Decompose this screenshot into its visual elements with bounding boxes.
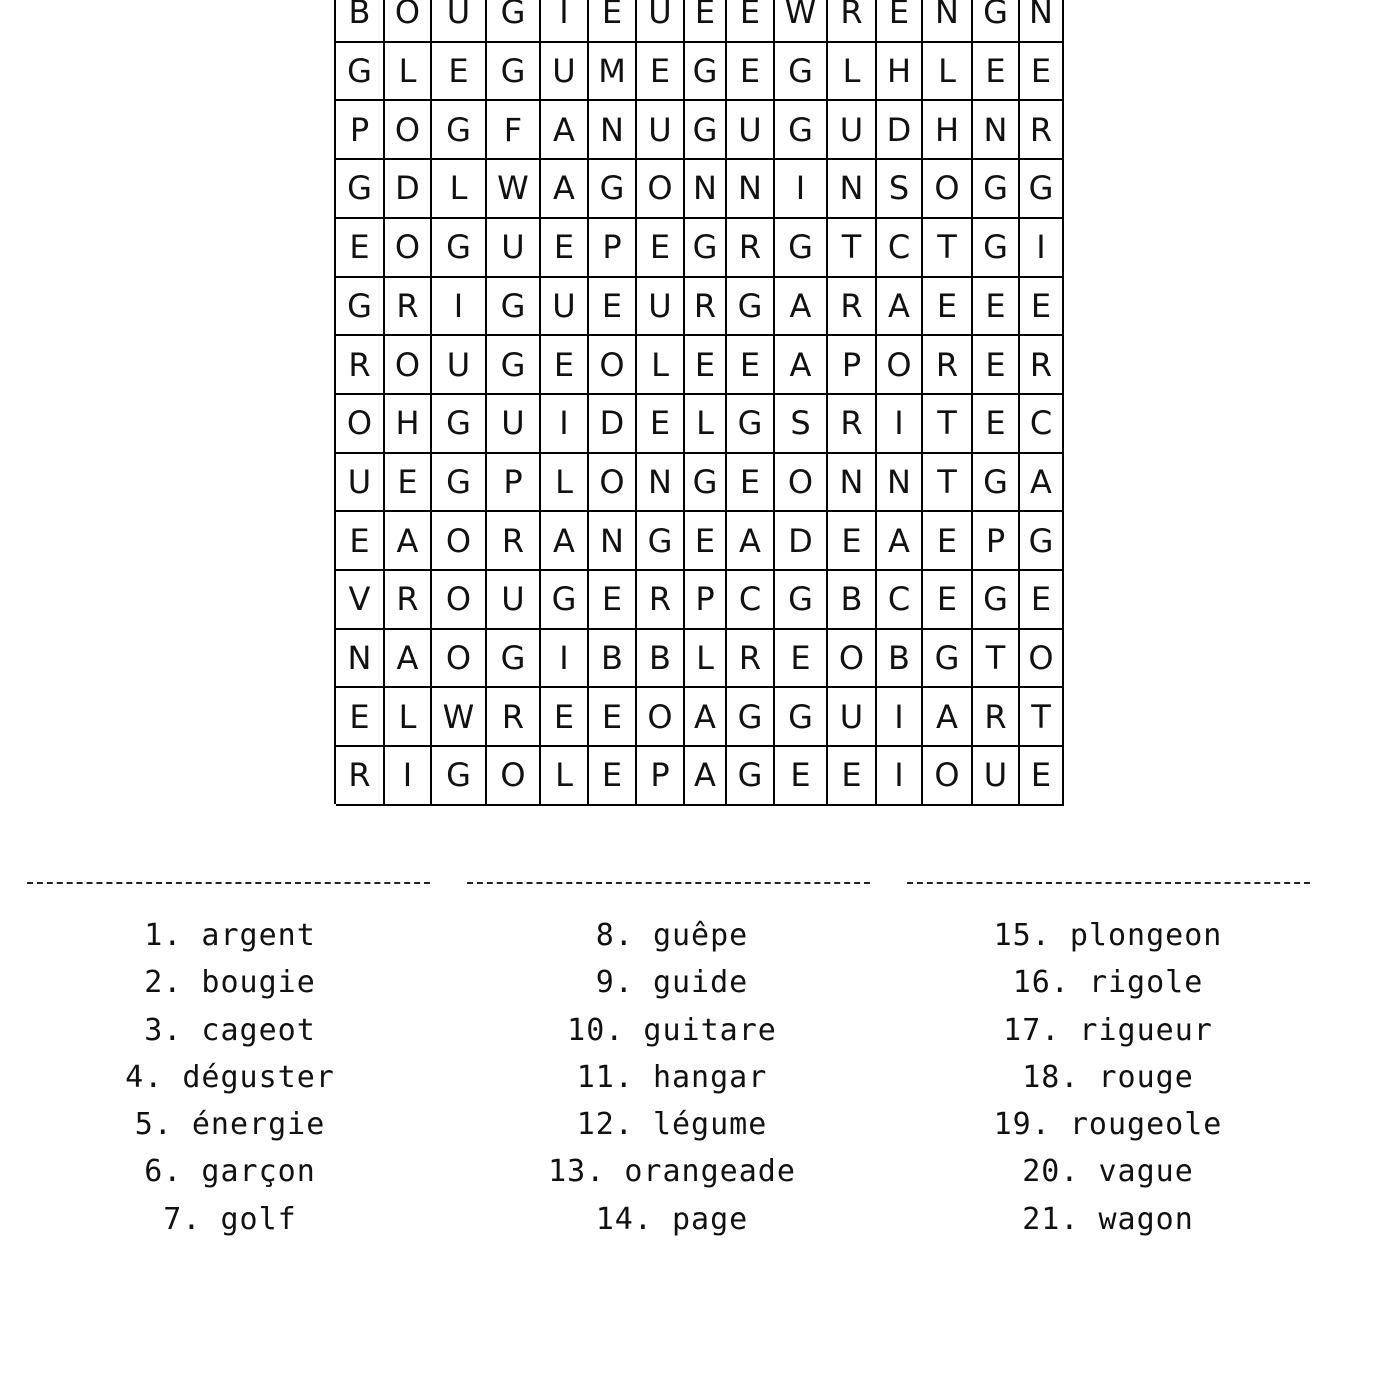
word-list-item	[452, 1101, 892, 1148]
grid-cell[interactable]: G	[727, 395, 775, 454]
grid-cell[interactable]: T	[1020, 688, 1064, 747]
word-number: 5.	[134, 1107, 173, 1143]
word-list-item	[10, 1007, 450, 1054]
grid-cell[interactable]: R	[685, 278, 727, 337]
grid-cell[interactable]: O	[877, 336, 923, 395]
grid-cell[interactable]: G	[973, 571, 1020, 630]
grid-cell[interactable]: E	[541, 688, 589, 747]
grid-cell[interactable]: F	[487, 101, 541, 160]
word-list-column-3	[888, 912, 1328, 1243]
grid-cell[interactable]: E	[336, 219, 385, 278]
grid-cell[interactable]: B	[637, 630, 685, 689]
word-number: 17.	[1003, 1012, 1061, 1048]
grid-cell[interactable]: O	[775, 454, 828, 513]
grid-cell[interactable]: E	[923, 512, 973, 571]
grid-cell[interactable]: L	[828, 43, 877, 102]
grid-cell[interactable]: G	[973, 219, 1020, 278]
grid-cell[interactable]: G	[487, 0, 541, 43]
grid-cell[interactable]: O	[432, 571, 487, 630]
grid-cell[interactable]: E	[727, 43, 775, 102]
word-number: 6.	[144, 1154, 183, 1190]
grid-cell[interactable]: E	[589, 688, 637, 747]
grid-cell[interactable]: R	[973, 688, 1020, 747]
grid-cell[interactable]: G	[541, 571, 589, 630]
grid-cell[interactable]: G	[775, 688, 828, 747]
grid-cell[interactable]: G	[727, 278, 775, 337]
grid-cell[interactable]: E	[685, 512, 727, 571]
grid-cell[interactable]: A	[541, 512, 589, 571]
grid-cell[interactable]: R	[923, 336, 973, 395]
grid-cell[interactable]: I	[432, 278, 487, 337]
grid-cell[interactable]: L	[685, 395, 727, 454]
grid-cell[interactable]: G	[487, 43, 541, 102]
grid-cell[interactable]: G	[727, 747, 775, 806]
grid-cell[interactable]: A	[1020, 454, 1064, 513]
grid-cell[interactable]: G	[336, 43, 385, 102]
word-list-item	[452, 1054, 892, 1101]
grid-cell[interactable]: R	[385, 571, 432, 630]
grid-cell[interactable]: I	[541, 0, 589, 43]
grid-cell[interactable]: O	[589, 454, 637, 513]
grid-cell[interactable]: N	[685, 160, 727, 219]
word-text: page	[672, 1201, 749, 1237]
word-number: 12.	[576, 1107, 634, 1143]
grid-cell[interactable]: R	[1020, 101, 1064, 160]
dashed-divider	[27, 882, 430, 884]
grid-cell[interactable]: R	[336, 336, 385, 395]
grid-cell[interactable]: N	[727, 160, 775, 219]
grid-cell[interactable]: L	[923, 43, 973, 102]
grid-cell[interactable]: A	[727, 512, 775, 571]
grid-cell[interactable]: T	[828, 219, 877, 278]
grid-cell[interactable]: L	[385, 43, 432, 102]
grid-cell[interactable]: E	[637, 395, 685, 454]
grid-cell[interactable]: G	[432, 101, 487, 160]
word-text: golf	[220, 1201, 297, 1237]
grid-cell[interactable]: E	[685, 336, 727, 395]
grid-cell[interactable]: R	[727, 630, 775, 689]
grid-cell[interactable]: G	[432, 219, 487, 278]
grid-cell[interactable]: E	[727, 0, 775, 43]
grid-cell[interactable]: O	[828, 630, 877, 689]
word-number: 3.	[144, 1012, 183, 1048]
word-text: wagon	[1098, 1201, 1194, 1237]
grid-cell[interactable]: R	[828, 395, 877, 454]
grid-cell[interactable]: A	[541, 160, 589, 219]
word-text: déguster	[182, 1059, 335, 1095]
grid-cell[interactable]: U	[541, 43, 589, 102]
word-list-item	[888, 959, 1328, 1006]
grid-cell[interactable]: G	[685, 101, 727, 160]
word-number: 20.	[1022, 1154, 1080, 1190]
grid-cell[interactable]: G	[1020, 160, 1064, 219]
grid-cell[interactable]: U	[637, 278, 685, 337]
grid-cell[interactable]: C	[727, 571, 775, 630]
grid-cell[interactable]: O	[487, 747, 541, 806]
word-list-column-2	[452, 912, 892, 1243]
word-number: 10.	[567, 1012, 625, 1048]
word-text: bougie	[201, 965, 316, 1001]
grid-cell[interactable]: I	[1020, 219, 1064, 278]
word-number: 2.	[144, 965, 183, 1001]
grid-cell[interactable]: L	[541, 454, 589, 513]
word-list-item	[10, 1148, 450, 1195]
grid-cell[interactable]: I	[877, 688, 923, 747]
grid-cell[interactable]: E	[541, 219, 589, 278]
grid-cell[interactable]: U	[637, 0, 685, 43]
grid-cell[interactable]: L	[541, 747, 589, 806]
grid-cell[interactable]: E	[589, 747, 637, 806]
grid-cell[interactable]: G	[775, 219, 828, 278]
grid-cell[interactable]: B	[336, 0, 385, 43]
grid-cell[interactable]: I	[775, 160, 828, 219]
grid-cell[interactable]: I	[385, 747, 432, 806]
grid-cell[interactable]: O	[637, 688, 685, 747]
word-text: rouge	[1098, 1059, 1194, 1095]
grid-cell[interactable]: U	[973, 747, 1020, 806]
grid-cell[interactable]: G	[432, 747, 487, 806]
grid-cell[interactable]: A	[775, 278, 828, 337]
grid-cell[interactable]: T	[923, 219, 973, 278]
grid-cell[interactable]: U	[336, 454, 385, 513]
grid-cell[interactable]: E	[828, 512, 877, 571]
grid-cell[interactable]: E	[973, 278, 1020, 337]
word-number: 13.	[548, 1154, 606, 1190]
grid-cell[interactable]: G	[973, 0, 1020, 43]
word-list-item	[888, 1196, 1328, 1243]
grid-cell[interactable]: E	[1020, 43, 1064, 102]
word-text: plongeon	[1069, 918, 1223, 953]
grid-cell[interactable]: E	[685, 0, 727, 43]
grid-cell[interactable]: E	[589, 278, 637, 337]
grid-cell[interactable]: O	[589, 336, 637, 395]
grid-cell[interactable]: O	[385, 101, 432, 160]
grid-cell[interactable]: A	[877, 512, 923, 571]
grid-cell[interactable]: W	[487, 160, 541, 219]
grid-cell[interactable]: R	[828, 0, 877, 43]
grid-cell[interactable]: D	[775, 512, 828, 571]
grid-cell[interactable]: G	[637, 512, 685, 571]
grid-cell[interactable]: G	[336, 278, 385, 337]
grid-cell[interactable]: I	[877, 747, 923, 806]
word-text: vague	[1098, 1154, 1194, 1190]
grid-cell[interactable]: S	[877, 160, 923, 219]
grid-cell[interactable]: G	[685, 43, 727, 102]
grid-cell[interactable]: O	[923, 747, 973, 806]
word-text: guêpe	[652, 918, 749, 953]
grid-cell[interactable]: P	[973, 512, 1020, 571]
grid-cell[interactable]: P	[487, 454, 541, 513]
word-list-item	[452, 1148, 892, 1195]
grid-cell[interactable]: U	[487, 571, 541, 630]
word-text: garçon	[201, 1154, 316, 1190]
word-text: rigole	[1088, 965, 1204, 1001]
grid-cell[interactable]: O	[1020, 630, 1064, 689]
grid-cell[interactable]: D	[385, 160, 432, 219]
grid-cell[interactable]: G	[487, 278, 541, 337]
grid-cell[interactable]: E	[336, 512, 385, 571]
grid-cell[interactable]: A	[685, 688, 727, 747]
grid-cell[interactable]: E	[727, 454, 775, 513]
grid-cell[interactable]: E	[385, 454, 432, 513]
word-text: rigueur	[1079, 1012, 1213, 1048]
word-list-item	[10, 1054, 450, 1101]
word-number: 18.	[1022, 1059, 1080, 1095]
grid-cell[interactable]: G	[432, 395, 487, 454]
grid-cell[interactable]: E	[432, 43, 487, 102]
word-text: hangar	[652, 1059, 768, 1095]
word-list-item	[888, 1101, 1328, 1148]
grid-cell[interactable]: O	[336, 395, 385, 454]
grid-cell[interactable]: G	[973, 160, 1020, 219]
grid-cell[interactable]: O	[432, 630, 487, 689]
grid-cell[interactable]: A	[685, 747, 727, 806]
grid-cell[interactable]: U	[637, 101, 685, 160]
grid-cell[interactable]: L	[432, 160, 487, 219]
grid-cell[interactable]: U	[487, 219, 541, 278]
grid-cell[interactable]: I	[541, 630, 589, 689]
grid-cell[interactable]: N	[589, 101, 637, 160]
grid-cell[interactable]: A	[775, 336, 828, 395]
word-number: 1.	[144, 918, 183, 953]
word-text: argent	[201, 918, 316, 953]
grid-cell[interactable]: E	[973, 395, 1020, 454]
grid-cell[interactable]: E	[923, 571, 973, 630]
word-list-column-1	[10, 912, 450, 1243]
dashed-divider	[467, 882, 870, 884]
word-text: guide	[652, 965, 749, 1001]
word-list-item	[452, 912, 892, 959]
grid-cell[interactable]: E	[1020, 747, 1064, 806]
grid-cell[interactable]: E	[923, 278, 973, 337]
word-number: 14.	[595, 1201, 653, 1237]
word-number: 11.	[576, 1059, 634, 1095]
grid-cell[interactable]: R	[637, 571, 685, 630]
grid-cell[interactable]: E	[589, 571, 637, 630]
grid-cell[interactable]: R	[487, 688, 541, 747]
word-text: cageot	[201, 1012, 316, 1048]
grid-cell[interactable]: N	[923, 0, 973, 43]
grid-cell[interactable]: O	[385, 336, 432, 395]
grid-cell[interactable]: A	[385, 630, 432, 689]
word-number: 15.	[993, 918, 1051, 953]
grid-cell[interactable]: G	[973, 454, 1020, 513]
word-list-item	[452, 959, 892, 1006]
grid-cell[interactable]: E	[877, 0, 923, 43]
word-text: rougeole	[1069, 1107, 1223, 1143]
grid-cell[interactable]: P	[828, 336, 877, 395]
grid-cell[interactable]: U	[828, 101, 877, 160]
grid-cell[interactable]: C	[1020, 395, 1064, 454]
grid-cell[interactable]: N	[828, 160, 877, 219]
grid-cell[interactable]: A	[923, 688, 973, 747]
grid-cell[interactable]: L	[637, 336, 685, 395]
grid-cell[interactable]: E	[1020, 278, 1064, 337]
word-number: 4.	[125, 1059, 164, 1095]
grid-cell[interactable]: E	[589, 0, 637, 43]
word-number: 9.	[595, 965, 634, 1001]
grid-cell[interactable]: N	[336, 630, 385, 689]
grid-cell[interactable]: W	[775, 0, 828, 43]
grid-cell[interactable]: G	[685, 219, 727, 278]
grid-cell[interactable]: T	[923, 395, 973, 454]
word-list-item	[10, 912, 450, 959]
word-list-item	[888, 1007, 1328, 1054]
grid-cell[interactable]: C	[877, 571, 923, 630]
grid-cell[interactable]: P	[685, 571, 727, 630]
grid-cell[interactable]: B	[828, 571, 877, 630]
word-list-item	[888, 912, 1328, 959]
grid-cell[interactable]: T	[923, 454, 973, 513]
word-list-item	[888, 1054, 1328, 1101]
word-text: énergie	[191, 1107, 326, 1143]
grid-cell[interactable]: C	[877, 219, 923, 278]
grid-cell[interactable]: G	[727, 688, 775, 747]
dashed-divider	[907, 882, 1310, 884]
grid-cell[interactable]: G	[923, 630, 973, 689]
grid-cell[interactable]: H	[385, 395, 432, 454]
grid-cell[interactable]: V	[336, 571, 385, 630]
grid-cell[interactable]: G	[336, 160, 385, 219]
grid-cell[interactable]: R	[336, 747, 385, 806]
grid-cell[interactable]: U	[727, 101, 775, 160]
grid-cell[interactable]: G	[487, 630, 541, 689]
grid-cell[interactable]: I	[877, 395, 923, 454]
grid-cell[interactable]: O	[385, 0, 432, 43]
word-list-item	[10, 1196, 450, 1243]
grid-cell[interactable]: G	[775, 571, 828, 630]
grid-cell[interactable]: A	[877, 278, 923, 337]
grid-cell[interactable]: P	[336, 101, 385, 160]
grid-cell[interactable]: O	[385, 219, 432, 278]
word-list-item	[452, 1196, 892, 1243]
word-list-item	[452, 1007, 892, 1054]
grid-cell[interactable]: G	[775, 101, 828, 160]
grid-cell[interactable]: U	[432, 0, 487, 43]
grid-cell[interactable]: B	[877, 630, 923, 689]
grid-cell[interactable]: G	[487, 336, 541, 395]
word-list-item	[10, 1101, 450, 1148]
grid-cell[interactable]: R	[1020, 336, 1064, 395]
grid-cell[interactable]: E	[973, 336, 1020, 395]
grid-cell[interactable]: O	[637, 160, 685, 219]
grid-cell[interactable]: P	[637, 747, 685, 806]
grid-cell[interactable]: E	[775, 747, 828, 806]
grid-cell[interactable]: U	[828, 688, 877, 747]
grid-cell[interactable]: U	[541, 278, 589, 337]
grid-cell[interactable]: E	[637, 219, 685, 278]
word-number: 8.	[595, 918, 634, 953]
grid-cell[interactable]: U	[487, 395, 541, 454]
grid-cell[interactable]: N	[1020, 0, 1064, 43]
grid-cell[interactable]: O	[432, 512, 487, 571]
grid-cell[interactable]: I	[541, 395, 589, 454]
grid-cell[interactable]: L	[385, 688, 432, 747]
word-number: 7.	[163, 1201, 202, 1237]
grid-cell[interactable]: U	[432, 336, 487, 395]
grid-cell[interactable]: N	[973, 101, 1020, 160]
grid-cell[interactable]: E	[775, 630, 828, 689]
word-search-grid	[334, 0, 1062, 804]
grid-cell[interactable]: R	[828, 278, 877, 337]
grid-cell[interactable]: E	[727, 336, 775, 395]
grid-cell[interactable]: G	[775, 43, 828, 102]
grid-cell[interactable]: N	[589, 512, 637, 571]
grid-cell[interactable]: R	[727, 219, 775, 278]
word-text: guitare	[643, 1012, 777, 1048]
grid-cell[interactable]: E	[336, 688, 385, 747]
word-text: orangeade	[624, 1154, 796, 1190]
grid-cell[interactable]: N	[877, 454, 923, 513]
word-number: 19.	[993, 1107, 1051, 1143]
grid-cell[interactable]: G	[589, 160, 637, 219]
grid-cell[interactable]: E	[541, 336, 589, 395]
grid-cell[interactable]: A	[385, 512, 432, 571]
grid-cell[interactable]: P	[589, 219, 637, 278]
grid-cell[interactable]: B	[589, 630, 637, 689]
grid-cell[interactable]: W	[432, 688, 487, 747]
grid-cell[interactable]: N	[828, 454, 877, 513]
word-list-item	[888, 1148, 1328, 1195]
grid-cell[interactable]: S	[775, 395, 828, 454]
word-number: 16.	[1012, 965, 1070, 1001]
grid-cell[interactable]: E	[973, 43, 1020, 102]
grid-cell[interactable]: A	[541, 101, 589, 160]
grid-cell[interactable]: T	[973, 630, 1020, 689]
grid-cell[interactable]: R	[487, 512, 541, 571]
grid-cell[interactable]: G	[432, 454, 487, 513]
grid-cell[interactable]: E	[828, 747, 877, 806]
grid-cell[interactable]: D	[877, 101, 923, 160]
grid-cell[interactable]: L	[685, 630, 727, 689]
word-list-item	[10, 959, 450, 1006]
grid-cell[interactable]: E	[637, 43, 685, 102]
grid-cell[interactable]: H	[923, 101, 973, 160]
word-number: 21.	[1022, 1201, 1080, 1237]
grid-cell[interactable]: O	[923, 160, 973, 219]
grid-cell[interactable]: N	[637, 454, 685, 513]
grid-cell[interactable]: H	[877, 43, 923, 102]
grid-cell[interactable]: G	[1020, 512, 1064, 571]
grid-cell[interactable]: R	[385, 278, 432, 337]
grid-cell[interactable]: G	[685, 454, 727, 513]
grid-cell[interactable]: D	[589, 395, 637, 454]
word-text: légume	[652, 1107, 768, 1143]
grid-cell[interactable]: E	[1020, 571, 1064, 630]
grid-cell[interactable]: M	[589, 43, 637, 102]
